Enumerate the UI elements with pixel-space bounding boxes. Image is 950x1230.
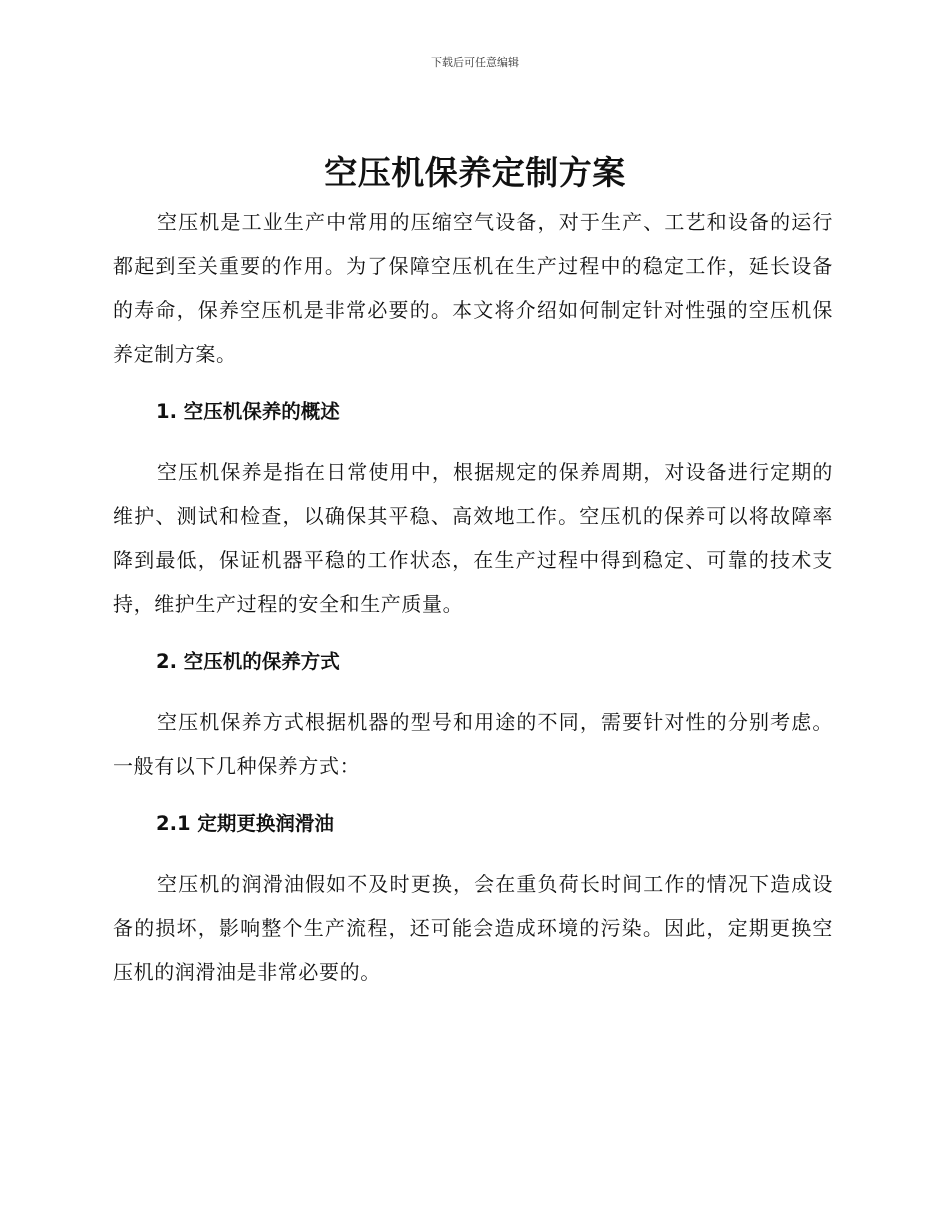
section-2-heading: 2. 空压机的保养方式: [156, 650, 340, 673]
section-1-paragraph: 空压机保养是指在日常使用中，根据规定的保养周期，对设备进行定期的维护、测试和检查，以确保其平稳、高效地工作。空压机的保养可以将故障率降到最低，保证机器平稳的工作状态，在生产过程中得到稳定、可靠的技术支持，维护生产过程的安全和生产质量。: [113, 460, 833, 616]
document-title: 空压机保养定制方案: [324, 153, 626, 192]
section-1-heading: 1. 空压机保养的概述: [156, 400, 340, 423]
document-body: [113, 200, 833, 994]
section-2-1-heading: 2.1 定期更换润滑油: [156, 812, 334, 835]
intro-paragraph: 空压机是工业生产中常用的压缩空气设备，对于生产、工艺和设备的运行都起到至关重要的作用。为了保障空压机在生产过程中的稳定工作，延长设备的寿命，保养空压机是非常必要的。本文将介绍如何制定针对性强的空压机保养定制方案。: [113, 210, 833, 366]
page-header-note: 下载后可任意编辑: [431, 56, 519, 69]
section-2-paragraph: 空压机保养方式根据机器的型号和用途的不同，需要针对性的分别考虑。一般有以下几种保养方式：: [113, 710, 833, 778]
section-2-1-paragraph: 空压机的润滑油假如不及时更换，会在重负荷长时间工作的情况下造成设备的损坏，影响整个生产流程，还可能会造成环境的污染。因此，定期更换空压机的润滑油是非常必要的。: [113, 872, 833, 984]
